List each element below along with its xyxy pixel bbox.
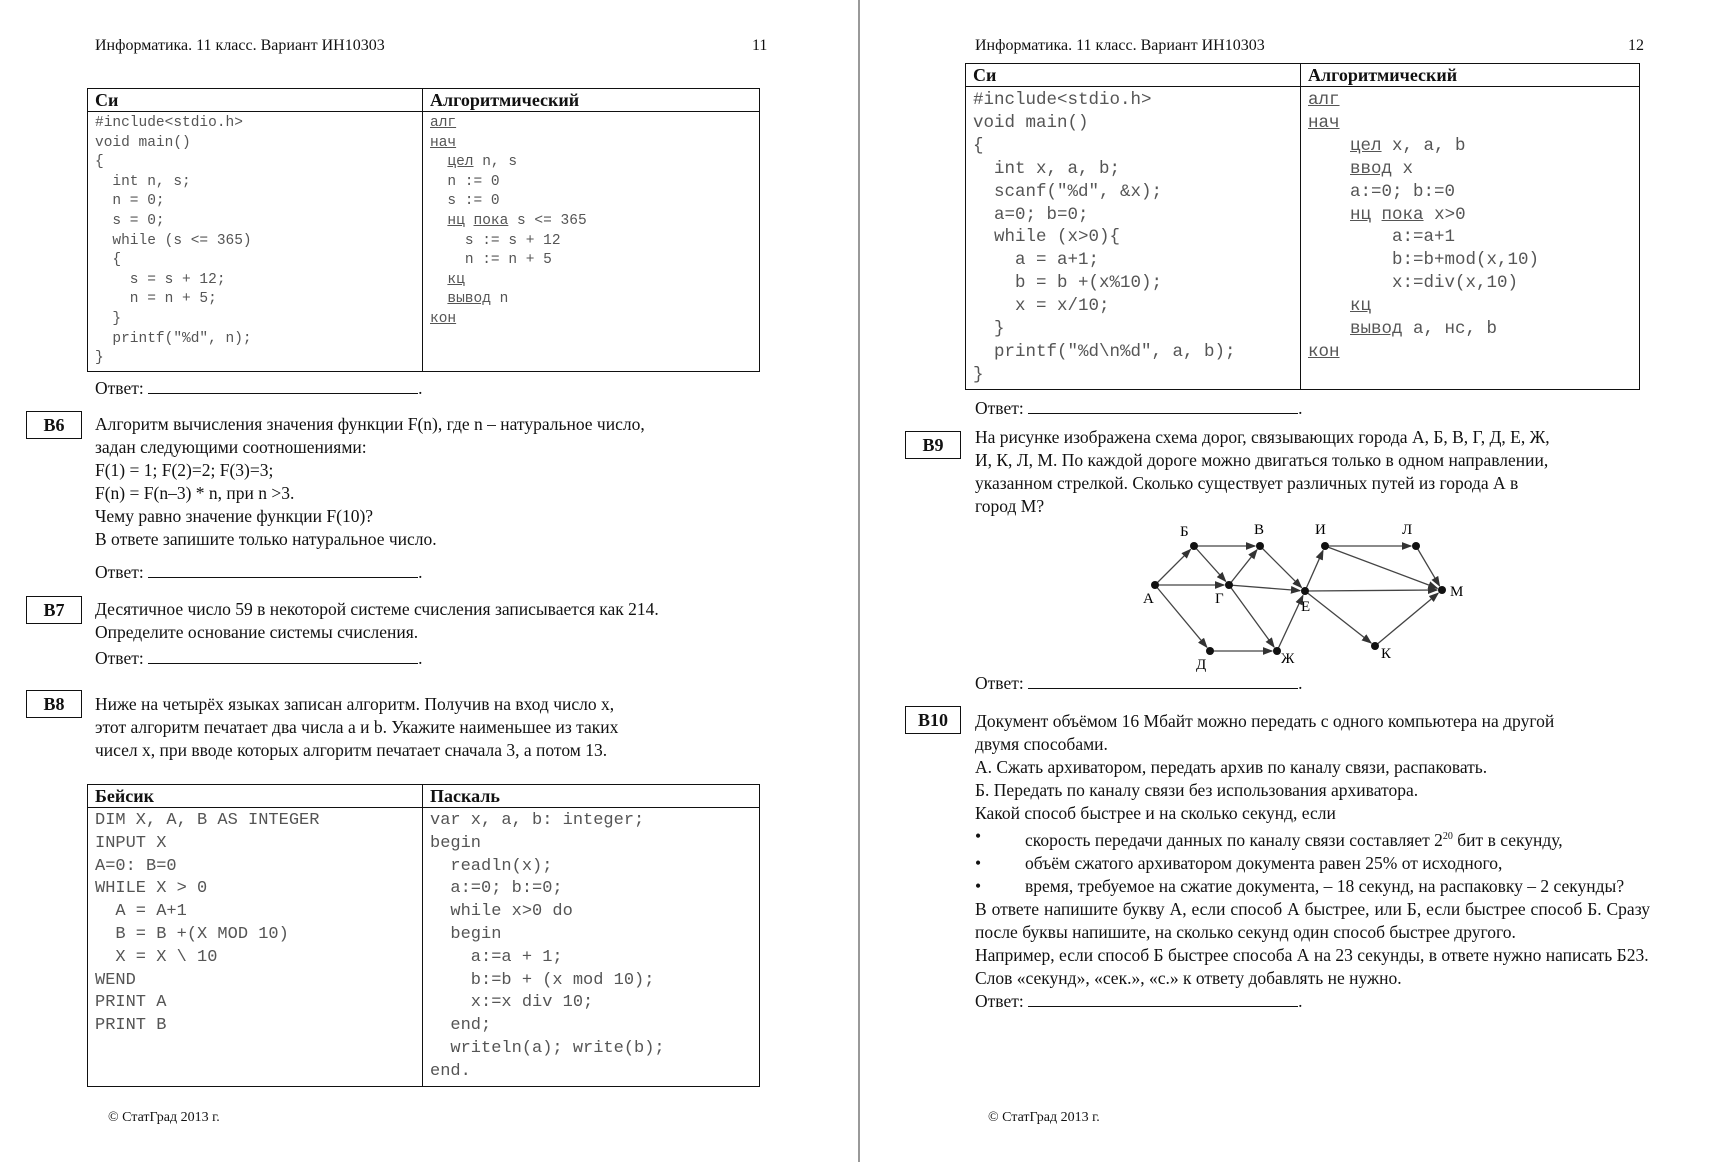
- code-line: DIM X, A, B AS INTEGER: [95, 811, 320, 830]
- code-line: WEND: [95, 970, 136, 990]
- city-node: [1190, 542, 1198, 550]
- road-arrow: [1229, 550, 1257, 585]
- text-line: F(1) = 1; F(2)=2; F(3)=3;: [95, 460, 274, 480]
- copyright: © СтатГрад 2013 г.: [108, 1110, 220, 1125]
- code-line: n = n + 5;: [95, 291, 217, 308]
- text-line: F(n) = F(n–3) * n, при n >3.: [95, 483, 295, 503]
- city-node: [1206, 647, 1214, 655]
- code-line: x = x/10;: [973, 296, 1110, 317]
- code-line: A=0: B=0: [95, 856, 177, 876]
- code-line: a:=a + 1;: [430, 947, 563, 967]
- code-line: PRINT B: [95, 1016, 167, 1036]
- code-line: }: [95, 350, 104, 367]
- text-line: Ниже на четырёх языках записан алгоритм. Получив на вход число x,: [95, 694, 615, 714]
- city-node: [1321, 542, 1329, 550]
- city-label: Б: [1180, 524, 1189, 540]
- page-number: 12: [1628, 37, 1644, 54]
- road-arrow: [1260, 546, 1301, 587]
- code-line: a:=a+1: [1392, 227, 1456, 248]
- code-line: scanf("%d", &x);: [973, 181, 1163, 202]
- road-arrow: [1305, 591, 1371, 643]
- city-label: Л: [1402, 522, 1413, 538]
- code-line: a = a+1;: [973, 250, 1100, 271]
- bullet-icon: •: [975, 852, 982, 873]
- code-line: x:=x div 10;: [430, 993, 594, 1013]
- code-line: printf("%d", n);: [95, 330, 252, 347]
- city-label: В: [1254, 522, 1265, 538]
- code-line: end.: [430, 1061, 471, 1081]
- code-line: {: [95, 252, 122, 269]
- code-line: X = X \ 10: [95, 947, 218, 967]
- code-line: нц пока x>0: [1350, 204, 1466, 225]
- bullet-text: объём сжатого архиватором документа равен 25% от исходного,: [1025, 852, 1503, 873]
- exponent: 20: [1442, 831, 1453, 842]
- keyword: цел: [447, 154, 474, 171]
- column-header: Бейсик: [88, 785, 423, 808]
- text-line: Какой способ быстрее и на сколько секунд, если: [975, 803, 1336, 823]
- code-line: readln(x);: [430, 856, 553, 876]
- text-line: На рисунке изображена схема дорог, связывающих города А, Б, В, Г, Д, Е, Ж,: [975, 427, 1550, 447]
- city-node: [1151, 581, 1159, 589]
- city-node: [1371, 642, 1379, 650]
- text-line: Б. Передать по каналу связи без использования архиватора.: [975, 780, 1419, 800]
- code-line: ввод x: [1350, 158, 1414, 179]
- city-label: Е: [1301, 599, 1311, 615]
- keyword: пока: [1381, 204, 1424, 225]
- keyword: кц: [1350, 296, 1372, 317]
- road-arrow: [1305, 551, 1323, 591]
- code-line: a:=0; b:=0;: [430, 879, 563, 899]
- code-line: a=0; b=0;: [973, 204, 1089, 225]
- road-arrow: [1194, 546, 1226, 581]
- text-line: Например, если способ Б быстрее способа А на 23 секунды, в ответе нужно написать Б23.: [975, 944, 1649, 965]
- keyword: нц: [1350, 204, 1372, 225]
- road-arrow: [1155, 550, 1190, 585]
- text-line: Определите основание системы счисления.: [95, 622, 419, 642]
- code-line: PRINT A: [95, 993, 167, 1013]
- task-b10-text: [975, 710, 1650, 1013]
- answer-field[interactable]: Ответ: .: [95, 378, 423, 398]
- code-line: x:=div(x,10): [1392, 273, 1519, 294]
- answer-label: Ответ:: [95, 648, 144, 668]
- city-node: [1225, 581, 1233, 589]
- code-line: }: [973, 319, 1005, 340]
- code-line: begin: [430, 833, 482, 853]
- city-label: Ж: [1281, 651, 1295, 667]
- code-line: void main(): [973, 112, 1089, 133]
- code-line: b:=b+mod(x,10): [1392, 250, 1540, 271]
- text-line: В ответе запишите только натуральное число.: [95, 529, 437, 549]
- road-arrow: [1375, 593, 1438, 646]
- keyword: кон: [1308, 341, 1340, 362]
- keyword: кон: [430, 310, 457, 327]
- code-line: #include<stdio.h>: [95, 115, 243, 131]
- code-line: int n, s;: [95, 173, 191, 190]
- code-line: B = B +(X MOD 10): [95, 924, 289, 944]
- task-tag-b7: В7: [26, 596, 82, 624]
- text-line: этот алгоритм печатает два числа a и b. Укажите наименьшее из таких: [95, 717, 619, 737]
- b10-outro: [975, 898, 1650, 990]
- bullet-item: [975, 875, 1650, 898]
- keyword: нач: [1308, 112, 1340, 133]
- code-line: n = 0;: [95, 193, 165, 210]
- text-line: чисел x, при вводе которых алгоритм печатает сначала 3, а потом 13.: [95, 740, 608, 760]
- city-node: [1273, 647, 1281, 655]
- code-line: n := n + 5: [464, 252, 552, 269]
- code-line: var x, a, b: integer;: [430, 811, 645, 830]
- page-header: Информатика. 11 класс. Вариант ИН10303: [95, 37, 385, 54]
- answer-label: Ответ:: [95, 562, 144, 582]
- code-line: #include<stdio.h>: [973, 90, 1152, 110]
- city-label: Д: [1196, 657, 1207, 673]
- answer-field[interactable]: Ответ: .: [95, 562, 423, 582]
- code-line: while (x>0){: [973, 227, 1121, 248]
- text-line: Документ объёмом 16 Мбайт можно передать с одного компьютера на другой: [975, 711, 1555, 731]
- code-line: b = b +(x%10);: [973, 273, 1163, 294]
- city-label: Г: [1215, 591, 1224, 607]
- code-line: {: [973, 135, 984, 156]
- keyword: кц: [447, 271, 465, 288]
- keyword: пока: [473, 212, 509, 229]
- keyword: цел: [1350, 135, 1382, 156]
- bullet-text: бит в секунду,: [1452, 829, 1563, 850]
- road-arrow: [1155, 585, 1207, 647]
- task-tag-b9: В9: [905, 431, 961, 459]
- code-line: нц пока s <= 365: [447, 212, 587, 229]
- code-line: end;: [430, 1016, 492, 1036]
- code-line: {: [95, 154, 104, 171]
- keyword: нц: [447, 212, 465, 229]
- keyword: алг: [1308, 90, 1340, 110]
- task-tag-b8: В8: [26, 690, 82, 718]
- keyword: вывод: [447, 291, 491, 308]
- answer-field[interactable]: Ответ: .: [975, 990, 1303, 1011]
- column-header: Си: [88, 89, 423, 112]
- code-line: вывод a, нс, b: [1350, 319, 1498, 340]
- code-line: n := 0: [447, 173, 500, 190]
- code-line: WHILE X > 0: [95, 879, 208, 899]
- answer-label: Ответ:: [95, 378, 144, 398]
- bullet-item: [975, 825, 1650, 852]
- road-arrow: [1416, 546, 1439, 586]
- task-tag-b6: В6: [26, 411, 82, 439]
- text-line: Десятичное число 59 в некоторой системе счисления записывается как 214.: [95, 599, 659, 619]
- road-arrow: [1305, 590, 1437, 591]
- code-line: INPUT X: [95, 833, 167, 853]
- column-header: Паскаль: [423, 785, 760, 808]
- text-line: Слов «секунд», «сек.», «с.» к ответу добавлять не нужно.: [975, 967, 1402, 988]
- page-header: Информатика. 11 класс. Вариант ИН10303: [975, 37, 1265, 54]
- code-line: begin: [430, 924, 502, 944]
- bullet-icon: •: [975, 826, 982, 846]
- text-line: В ответе напишите букву А, если способ А быстрее, или Б, если быстрее способ Б. Сразу после буквы напишите, на сколько секунд один способ быстрее другого.: [975, 898, 1650, 942]
- text-line: Чему равно значение функции F(10)?: [95, 506, 374, 526]
- code-line: a:=0; b:=0: [1350, 181, 1456, 202]
- code-line: void main(): [95, 134, 191, 151]
- city-node: [1412, 542, 1420, 550]
- bullet-item: [975, 852, 1650, 875]
- city-label: М: [1450, 584, 1464, 600]
- code-line: }: [95, 310, 122, 327]
- code-line: цел n, s: [447, 154, 518, 171]
- b10-intro: [975, 710, 1650, 825]
- code-line: writeln(a); write(b);: [430, 1038, 665, 1058]
- text-line: И, К, Л, М. По каждой дороге можно двигаться только в одном направлении,: [975, 450, 1549, 470]
- keyword: нач: [430, 134, 457, 151]
- answer-label: Ответ:: [975, 398, 1024, 418]
- road-arrow: [1277, 596, 1303, 651]
- keyword: алг: [430, 115, 457, 131]
- code-line: while (s <= 365): [95, 232, 252, 249]
- code-line: A = A+1: [95, 902, 187, 922]
- answer-field[interactable]: Ответ: .: [975, 673, 1303, 693]
- copyright: © СтатГрад 2013 г.: [988, 1110, 1100, 1125]
- code-line: printf("%d\n%d", a, b);: [973, 341, 1236, 362]
- code-line: int x, a, b;: [973, 158, 1121, 179]
- text-line: А. Сжать архиватором, передать архив по каналу связи, распаковать.: [975, 757, 1488, 777]
- column-header: Алгоритмический: [423, 89, 760, 112]
- city-node: [1256, 542, 1264, 550]
- road-arrow: [1229, 585, 1274, 647]
- code-line: вывод n: [447, 291, 509, 308]
- code-line: }: [973, 364, 984, 385]
- answer-label: Ответ:: [975, 990, 1024, 1011]
- task-tag-b10: В10: [905, 706, 961, 734]
- city-label: А: [1143, 591, 1154, 607]
- text-line: задан следующими соотношениями:: [95, 437, 367, 457]
- text-line: указанном стрелкой. Сколько существует различных путей из города А в: [975, 473, 1519, 493]
- text-line: Алгоритм вычисления значения функции F(n), где n – натуральное число,: [95, 414, 645, 434]
- answer-label: Ответ:: [975, 673, 1024, 693]
- answer-field[interactable]: Ответ: .: [95, 648, 423, 668]
- code-line: s := 0: [447, 193, 500, 210]
- code-line: s = 0;: [95, 212, 165, 229]
- column-header: Алгоритмический: [1301, 64, 1640, 87]
- text-line: город М?: [975, 496, 1045, 516]
- page-number: 11: [752, 37, 768, 54]
- code-line: s = s + 12;: [95, 271, 226, 288]
- code-line: while x>0 do: [430, 902, 573, 922]
- city-label: И: [1315, 522, 1326, 538]
- answer-field[interactable]: Ответ: .: [975, 398, 1303, 418]
- road-arrow: [1229, 585, 1300, 591]
- code-line: цел x, a, b: [1350, 135, 1466, 156]
- bullet-text: скорость передачи данных по каналу связи составляет 2: [1025, 829, 1443, 850]
- column-header: Си: [966, 64, 1301, 87]
- code-line: b:=b + (x mod 10);: [430, 970, 655, 990]
- city-label: К: [1381, 646, 1392, 662]
- keyword: вывод: [1350, 319, 1403, 340]
- bullet-icon: •: [975, 875, 982, 896]
- code-line: s := s + 12: [464, 232, 561, 249]
- city-node: [1438, 586, 1446, 594]
- city-node: [1301, 587, 1309, 595]
- bullet-text: время, требуемое на сжатие документа, – 18 секунд, на распаковку – 2 секунды?: [1025, 875, 1625, 896]
- text-line: двумя способами.: [975, 734, 1108, 754]
- keyword: ввод: [1350, 158, 1393, 179]
